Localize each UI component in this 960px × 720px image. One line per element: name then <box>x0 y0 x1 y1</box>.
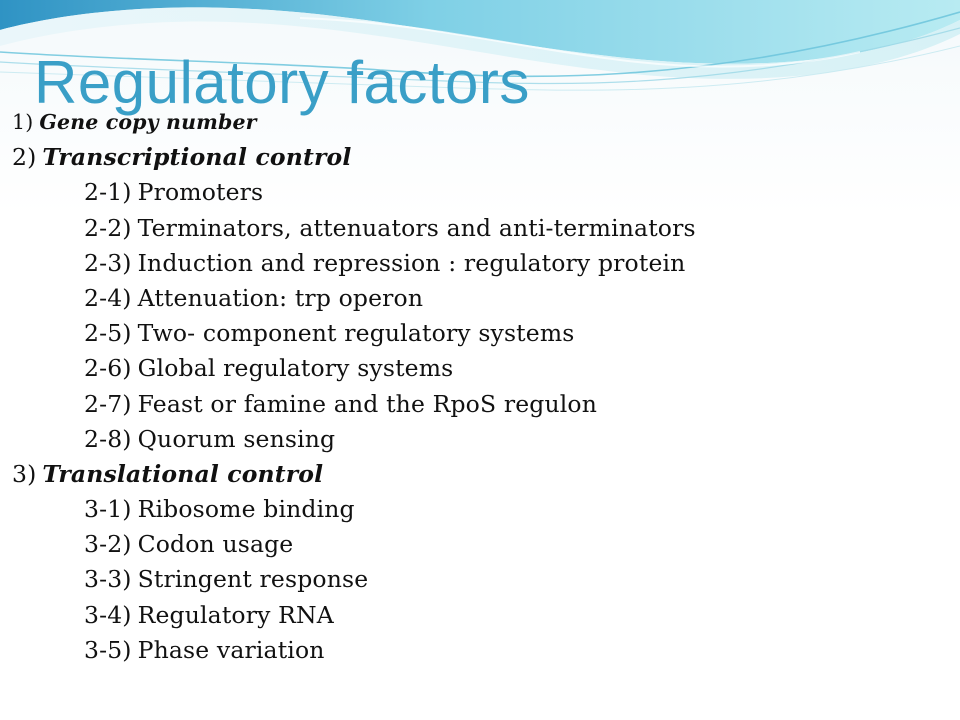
item-label: Global regulatory systems <box>137 354 454 383</box>
item-label: Quorum sensing <box>137 424 336 453</box>
list-item <box>12 105 942 140</box>
item-number: 2-1) <box>84 178 132 207</box>
item-number: 2-7) <box>84 389 132 418</box>
item-number: 2-6) <box>84 354 132 383</box>
item-label: Two- component regulatory systems <box>137 319 575 348</box>
item-number: 3-2) <box>84 530 132 559</box>
list-item <box>12 211 942 246</box>
list-item <box>12 422 942 457</box>
list-item <box>12 175 942 210</box>
item-number: 2-5) <box>84 319 132 348</box>
item-number: 3-4) <box>84 600 132 629</box>
item-label: Induction and repression : regulatory protein <box>137 248 686 277</box>
item-label: Translational control <box>42 459 324 488</box>
item-label: Regulatory RNA <box>137 600 334 629</box>
item-label: Codon usage <box>137 530 294 559</box>
list-item <box>12 351 942 386</box>
item-number: 2) <box>12 143 37 172</box>
item-label: Promoters <box>137 178 264 207</box>
item-label: Stringent response <box>137 565 369 594</box>
list-item <box>12 527 942 562</box>
list-item <box>12 457 942 492</box>
item-number: 2-8) <box>84 424 132 453</box>
list-item <box>12 246 942 281</box>
item-label: Ribosome binding <box>137 495 355 524</box>
item-number: 2-2) <box>84 213 132 242</box>
list-item <box>12 316 942 351</box>
item-label: Terminators, attenuators and anti-terminators <box>137 213 696 242</box>
list-item <box>12 492 942 527</box>
item-label: Feast or famine and the RpoS regulon <box>137 389 597 418</box>
topic-list <box>12 105 942 668</box>
item-number: 3-5) <box>84 635 132 664</box>
list-item <box>12 598 942 633</box>
item-label: Phase variation <box>137 635 325 664</box>
item-number: 1) <box>12 110 34 134</box>
item-number: 3-3) <box>84 565 132 594</box>
list-item <box>12 562 942 597</box>
slide-title: Regulatory factors <box>34 49 530 116</box>
list-item <box>12 633 942 668</box>
item-number: 2-3) <box>84 248 132 277</box>
list-item <box>12 140 942 175</box>
item-label: Attenuation: trp operon <box>137 283 424 312</box>
list-item <box>12 281 942 316</box>
item-label: Gene copy number <box>39 110 257 134</box>
list-item <box>12 387 942 422</box>
item-number: 3-1) <box>84 495 132 524</box>
item-number: 2-4) <box>84 283 132 312</box>
item-number: 3) <box>12 459 37 488</box>
item-label: Transcriptional control <box>42 143 352 172</box>
